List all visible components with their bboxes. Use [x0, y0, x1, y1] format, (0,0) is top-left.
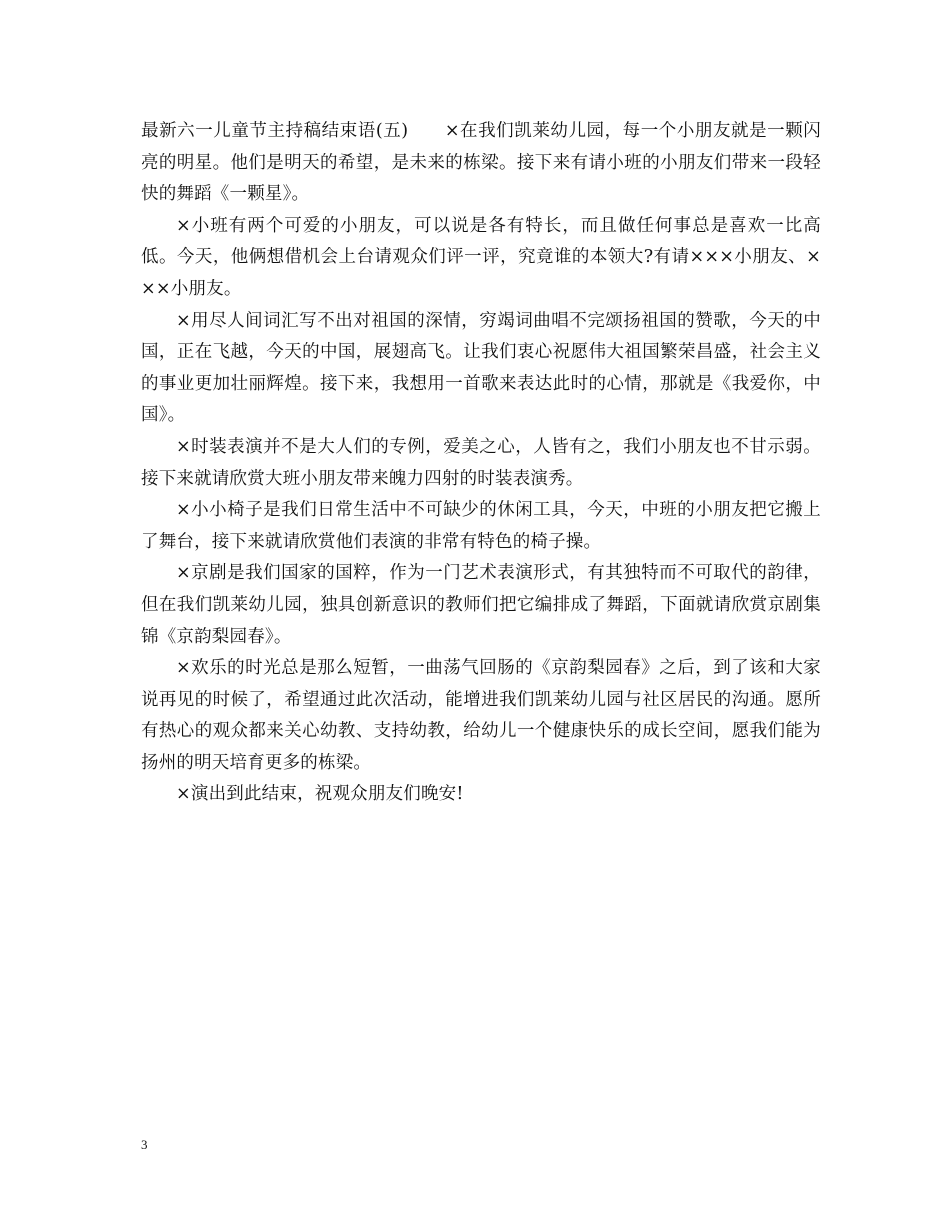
paragraph-farewell: ×欢乐的时光总是那么短暂，一曲荡气回肠的《京韵梨园春》之后，到了该和大家说再见的时候了，希望通过此次活动，能增进我们凯莱幼儿园与社区居民的沟通。愿所有热心的观众都来关心幼教、支持幼教，给幼儿一个健康快乐的成长空间，愿我们能为扬州的明天培育更多的栋梁。: [141, 658, 821, 773]
paragraph-peking-opera: ×京剧是我们国家的国粹，作为一门艺术表演形式，有其独特而不可取代的韵律，但在我们凯莱幼儿园，独具创新意识的教师们把它编排成了舞蹈，下面就请欣赏京剧集锦《京韵梨园春》。: [141, 563, 821, 647]
page-number: 3: [141, 1137, 148, 1152]
paragraph-motherland-song: ×用尽人间词汇写不出对祖国的深情，穷竭词曲唱不完颂扬祖国的赞歌，今天的中国，正在飞越，今天的中国，展翅高飞。让我们衷心祝愿伟大祖国繁荣昌盛，社会主义的事业更加壮丽辉煌。接下来，我想用一首歌来表达此时的心情，那就是《我爱你，中国》。: [141, 310, 821, 426]
paragraph-fashion-show: ×时装表演并不是大人们的专例，爱美之心，人皆有之，我们小朋友也不甘示弱。接下来就请欣赏大班小朋友带来魄力四射的时装表演秀。: [141, 436, 821, 489]
paragraph-title-intro: 最新六一儿童节主持稿结束语(五) ×在我们凯莱幼儿园，每一个小朋友就是一颗闪亮的明星。他们是明天的希望，是未来的栋梁。接下来有请小班的小朋友们带来一段轻快的舞蹈《一颗星》。: [141, 121, 821, 205]
paragraph-chair-exercise: ×小小椅子是我们日常生活中不可缺少的休闲工具，今天，中班的小朋友把它搬上了舞台，接下来就请欣赏他们表演的非常有特色的椅子操。: [141, 500, 821, 552]
paragraph-small-class-duo: ×小班有两个可爱的小朋友，可以说是各有特长，而且做任何事总是喜欢一比高低。今天，他俩想借机会上台请观众们评一评，究竟谁的本领大?有请×××小朋友、×××小朋友。: [141, 215, 821, 299]
document-body: [141, 116, 821, 811]
paragraph-closing: ×演出到此结束，祝观众朋友们晚安!: [176, 784, 464, 805]
